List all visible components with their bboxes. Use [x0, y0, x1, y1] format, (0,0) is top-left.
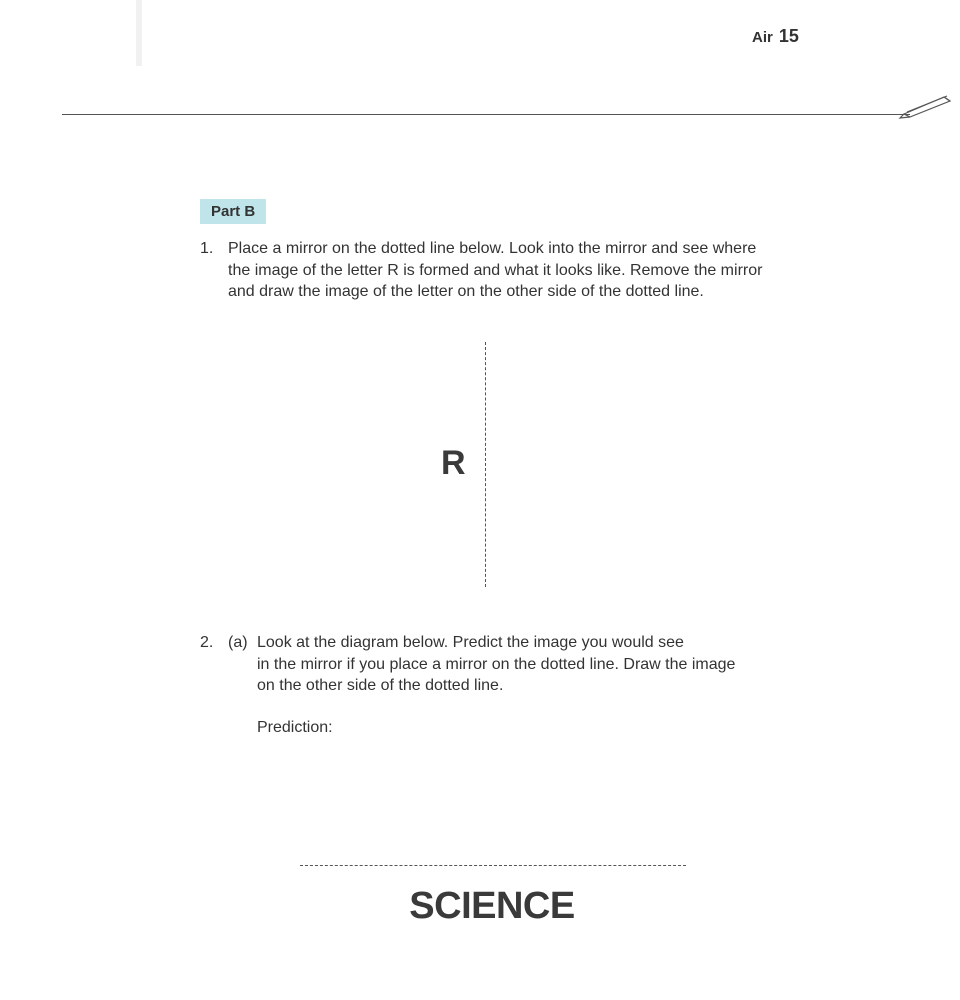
- question-2-line-3: on the other side of the dotted line.: [257, 677, 504, 694]
- page-header: [752, 26, 799, 47]
- mirror-line-horizontal: [300, 865, 686, 866]
- question-2-line-2: in the mirror if you place a mirror on the dotted line. Draw the image: [257, 655, 736, 673]
- binding-shadow: [136, 0, 142, 66]
- page-number: 15: [778, 26, 799, 46]
- question-2-text: [228, 632, 788, 697]
- question-1-number: 1.: [200, 240, 214, 257]
- part-b-badge: Part B: [200, 199, 266, 224]
- pencil-icon: [898, 92, 954, 120]
- chapter-title: Air: [752, 29, 773, 46]
- mirror-line-vertical: [485, 342, 486, 587]
- question-1-text: Place a mirror on the dotted line below. Look into the mirror and see where the image of the letter R is formed and what it looks like. Remove the mirror and draw the image of the letter on the other side of the dotted line.: [228, 240, 763, 300]
- header-rule: [62, 114, 910, 115]
- question-2-sub-label: (a): [228, 634, 248, 651]
- question-2-number: 2.: [200, 634, 214, 651]
- question-2-line-1-text: Look at the diagram below. Predict the image you would see: [257, 634, 684, 651]
- question-2-line-1: [228, 632, 788, 654]
- diagram-word: SCIENCE: [409, 885, 575, 927]
- prediction-label: Prediction:: [257, 719, 333, 736]
- letter-r: R: [441, 444, 466, 482]
